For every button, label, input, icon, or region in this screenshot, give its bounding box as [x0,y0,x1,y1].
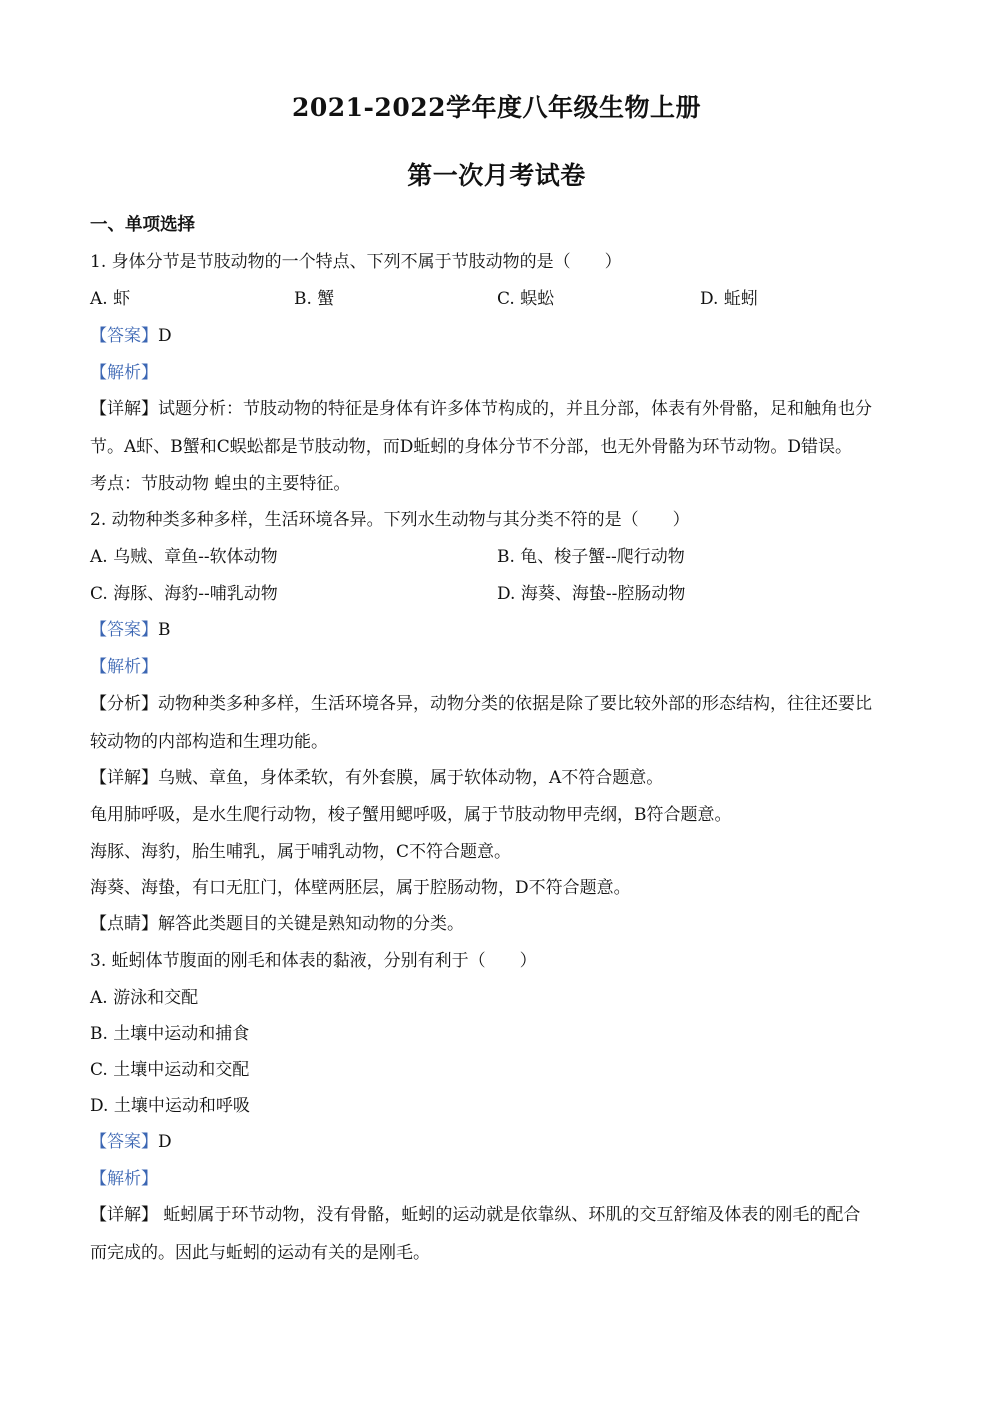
q1-detail-2: 节。A虾、B蟹和C蜈蚣都是节肢动物，而D蚯蚓的身体分节不分部，也无外骨骼为环节动物。D错误。 [90,437,853,457]
q3-stem: 3. 蚯蚓体节腹面的刚毛和体表的黏液，分别有利于（ ） [90,951,537,971]
q2-answer [90,618,910,642]
q1-kaodian: 考点：节肢动物 蝗虫的主要特征。 [90,474,351,494]
q2-detail-1 [90,766,910,790]
q1-detail-text-1: 试题分析：节肢动物的特征是身体有许多体节构成的，并且分部，体表有外骨骼，足和触角也分 [158,399,872,419]
q2-fenxi-text-1: 动物种类多种多样，生活环境各异，动物分类的依据是除了要比较外部的形态结构，往往还要比 [158,694,872,714]
q3-answer [90,1130,910,1154]
q3-option-c: C. 土壤中运动和交配 [90,1060,250,1080]
q2-fenxi-tag: 【分析】 [90,694,158,714]
q2-answer-tag: 【答案】 [90,620,158,640]
exam-title-line2: 第一次月考试卷 [407,161,586,190]
q1-option-c: C. 蜈蚣 [497,289,555,309]
q2-detail-tag: 【详解】 [90,768,158,788]
q2-stem: 2. 动物种类多种多样，生活环境各异。下列水生动物与其分类不符的是（ ） [90,510,690,530]
q1-option-d: D. 蚯蚓 [700,289,758,309]
q2-dianjing-text: 解答此类题目的关键是熟知动物的分类。 [158,914,464,934]
q2-detail-4: 海葵、海蛰，有口无肛门，体壁两胚层，属于腔肠动物，D不符合题意。 [90,878,631,898]
q2-option-c: C. 海豚、海豹--哺乳动物 [90,584,278,604]
q2-option-a: A. 乌贼、章鱼--软体动物 [90,547,278,567]
q1-answer-value: D [158,326,172,346]
q1-option-a: A. 虾 [90,289,131,309]
q2-option-b: B. 龟、梭子蟹--爬行动物 [497,547,685,567]
q1-detail-tag: 【详解】 [90,399,158,419]
q3-analysis-tag: 【解析】 [90,1169,158,1189]
q1-option-b: B. 蟹 [294,289,335,309]
q3-detail-text-1: 蚯蚓属于环节动物，没有骨骼，蚯蚓的运动就是依靠纵、环肌的交互舒缩及体表的刚毛的配合 [158,1205,861,1225]
q3-answer-value: D [158,1132,172,1152]
q3-detail-1 [90,1203,910,1227]
q2-answer-value: B [158,620,171,640]
q1-detail-1 [90,397,910,421]
q2-fenxi-2: 较动物的内部构造和生理功能。 [90,732,328,752]
q2-detail-2: 龟用肺呼吸，是水生爬行动物，梭子蟹用鳃呼吸，属于节肢动物甲壳纲，B符合题意。 [90,805,732,825]
exam-title-line1: 2021-2022学年度八年级生物上册 [291,93,702,122]
q1-analysis-tag: 【解析】 [90,363,158,383]
q2-analysis-tag: 【解析】 [90,657,158,677]
q3-detail-tag: 【详解】 [90,1205,158,1225]
q3-detail-2: 而完成的。因此与蚯蚓的运动有关的是刚毛。 [90,1243,430,1263]
q2-detail-text-1: 乌贼、章鱼，身体柔软，有外套膜，属于软体动物，A不符合题意。 [158,768,664,788]
q3-answer-tag: 【答案】 [90,1132,158,1152]
q1-answer [90,324,910,348]
q3-option-b: B. 土壤中运动和捕食 [90,1024,250,1044]
section-heading: 一、单项选择 [90,215,195,235]
q2-detail-3: 海豚、海豹，胎生哺乳，属于哺乳动物，C不符合题意。 [90,842,512,862]
q1-stem: 1. 身体分节是节肢动物的一个特点、下列不属于节肢动物的是（ ） [90,252,622,272]
q2-fenxi-1 [90,692,910,716]
q2-option-d: D. 海葵、海蛰--腔肠动物 [497,584,686,604]
q2-dianjing-tag: 【点睛】 [90,914,158,934]
q2-dianjing [90,912,910,936]
q3-option-d: D. 土壤中运动和呼吸 [90,1096,250,1116]
q1-answer-tag: 【答案】 [90,326,158,346]
q3-option-a: A. 游泳和交配 [90,988,199,1008]
